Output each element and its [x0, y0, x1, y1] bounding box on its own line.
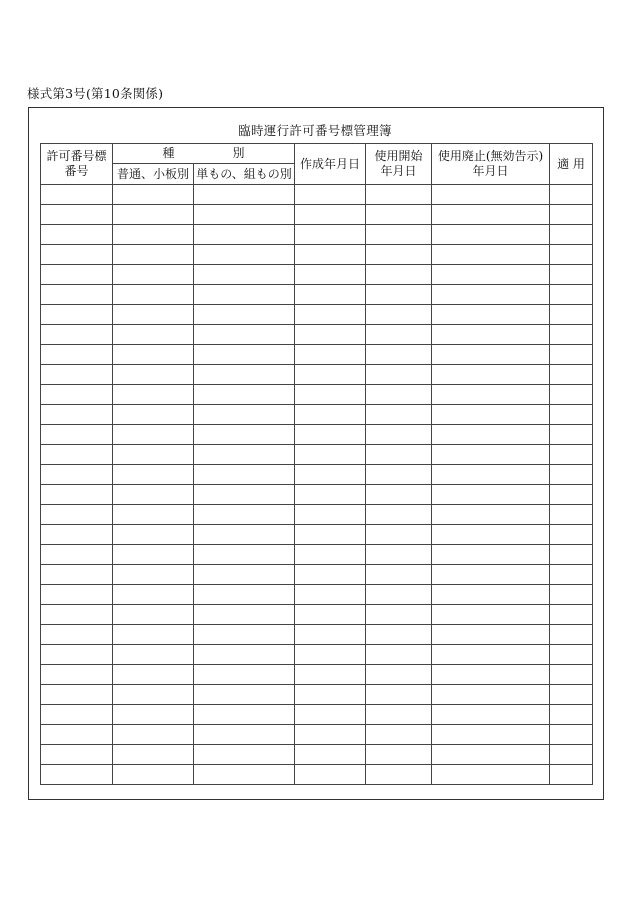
cell-use-end[interactable]	[432, 205, 550, 225]
cell-use-end[interactable]	[432, 305, 550, 325]
cell-kind-ordinary[interactable]	[113, 325, 194, 345]
cell-plate-number[interactable]	[41, 645, 113, 665]
table-row	[41, 605, 593, 625]
cell-kind-ordinary[interactable]	[113, 605, 194, 625]
cell-created-date[interactable]	[295, 285, 366, 305]
cell-remarks[interactable]	[550, 465, 593, 485]
cell-use-end[interactable]	[432, 385, 550, 405]
cell-kind-ordinary[interactable]	[113, 345, 194, 365]
cell-created-date[interactable]	[295, 585, 366, 605]
cell-use-end[interactable]	[432, 565, 550, 585]
cell-kind-ordinary[interactable]	[113, 185, 194, 205]
cell-use-start[interactable]	[366, 345, 432, 365]
cell-use-end[interactable]	[432, 585, 550, 605]
cell-kind-single[interactable]	[194, 585, 295, 605]
cell-use-start[interactable]	[366, 245, 432, 265]
cell-remarks[interactable]	[550, 645, 593, 665]
cell-remarks[interactable]	[550, 745, 593, 765]
cell-use-end[interactable]	[432, 625, 550, 645]
table-row	[41, 645, 593, 665]
cell-kind-ordinary[interactable]	[113, 285, 194, 305]
cell-kind-ordinary[interactable]	[113, 265, 194, 285]
cell-kind-ordinary[interactable]	[113, 445, 194, 465]
register-table-body	[41, 185, 593, 785]
cell-plate-number[interactable]	[41, 705, 113, 725]
cell-plate-number[interactable]	[41, 625, 113, 645]
cell-kind-ordinary[interactable]	[113, 245, 194, 265]
cell-created-date[interactable]	[295, 245, 366, 265]
cell-kind-single[interactable]	[194, 525, 295, 545]
cell-use-end[interactable]	[432, 445, 550, 465]
cell-remarks[interactable]	[550, 305, 593, 325]
cell-plate-number[interactable]	[41, 765, 113, 785]
cell-created-date[interactable]	[295, 325, 366, 345]
cell-plate-number[interactable]	[41, 685, 113, 705]
cell-use-end[interactable]	[432, 325, 550, 345]
cell-use-start[interactable]	[366, 325, 432, 345]
header-use-end-line1: 使用廃止(無効告示)	[437, 149, 544, 163]
cell-created-date[interactable]	[295, 745, 366, 765]
cell-use-start[interactable]	[366, 705, 432, 725]
table-row	[41, 305, 593, 325]
cell-use-start[interactable]	[366, 745, 432, 765]
header-plate-number	[41, 144, 113, 185]
cell-created-date[interactable]	[295, 525, 366, 545]
cell-kind-ordinary[interactable]	[113, 425, 194, 445]
header-use-start	[366, 144, 432, 185]
table-row	[41, 245, 593, 265]
cell-created-date[interactable]	[295, 565, 366, 585]
cell-remarks[interactable]	[550, 565, 593, 585]
cell-kind-ordinary[interactable]	[113, 365, 194, 385]
cell-kind-single[interactable]	[194, 445, 295, 465]
cell-kind-single[interactable]	[194, 185, 295, 205]
cell-created-date[interactable]	[295, 365, 366, 385]
cell-created-date[interactable]	[295, 485, 366, 505]
cell-kind-ordinary[interactable]	[113, 585, 194, 605]
cell-remarks[interactable]	[550, 325, 593, 345]
cell-created-date[interactable]	[295, 185, 366, 205]
cell-plate-number[interactable]	[41, 565, 113, 585]
cell-use-start[interactable]	[366, 625, 432, 645]
table-row	[41, 285, 593, 305]
cell-created-date[interactable]	[295, 505, 366, 525]
cell-created-date[interactable]	[295, 665, 366, 685]
cell-use-end[interactable]	[432, 405, 550, 425]
cell-created-date[interactable]	[295, 605, 366, 625]
cell-remarks[interactable]	[550, 625, 593, 645]
cell-created-date[interactable]	[295, 405, 366, 425]
cell-kind-single[interactable]	[194, 625, 295, 645]
cell-kind-single[interactable]	[194, 465, 295, 485]
cell-plate-number[interactable]	[41, 185, 113, 205]
cell-created-date[interactable]	[295, 205, 366, 225]
cell-plate-number[interactable]	[41, 285, 113, 305]
cell-kind-ordinary[interactable]	[113, 685, 194, 705]
cell-kind-ordinary[interactable]	[113, 505, 194, 525]
cell-kind-single[interactable]	[194, 565, 295, 585]
cell-use-end[interactable]	[432, 765, 550, 785]
cell-plate-number[interactable]	[41, 365, 113, 385]
cell-kind-single[interactable]	[194, 725, 295, 745]
cell-remarks[interactable]	[550, 685, 593, 705]
cell-kind-ordinary[interactable]	[113, 405, 194, 425]
cell-use-start[interactable]	[366, 365, 432, 385]
table-row	[41, 725, 593, 745]
cell-use-end[interactable]	[432, 485, 550, 505]
cell-created-date[interactable]	[295, 225, 366, 245]
cell-created-date[interactable]	[295, 545, 366, 565]
cell-use-end[interactable]	[432, 345, 550, 365]
cell-kind-ordinary[interactable]	[113, 705, 194, 725]
cell-kind-ordinary[interactable]	[113, 385, 194, 405]
cell-created-date[interactable]	[295, 265, 366, 285]
cell-kind-single[interactable]	[194, 225, 295, 245]
header-kind-char2: 別	[232, 146, 245, 160]
cell-remarks[interactable]	[550, 705, 593, 725]
cell-use-start[interactable]	[366, 485, 432, 505]
cell-use-start[interactable]	[366, 185, 432, 205]
cell-use-start[interactable]	[366, 605, 432, 625]
table-row	[41, 585, 593, 605]
cell-remarks[interactable]	[550, 245, 593, 265]
cell-plate-number[interactable]	[41, 265, 113, 285]
register-table-header	[41, 144, 593, 185]
cell-kind-single[interactable]	[194, 265, 295, 285]
cell-use-start[interactable]	[366, 525, 432, 545]
cell-kind-single[interactable]	[194, 645, 295, 665]
cell-created-date[interactable]	[295, 385, 366, 405]
cell-plate-number[interactable]	[41, 505, 113, 525]
cell-kind-ordinary[interactable]	[113, 465, 194, 485]
cell-plate-number[interactable]	[41, 425, 113, 445]
header-use-start-line1: 使用開始	[374, 149, 423, 163]
cell-use-end[interactable]	[432, 545, 550, 565]
table-row	[41, 225, 593, 245]
header-use-end	[432, 144, 550, 185]
header-remarks: 適 用	[550, 144, 593, 185]
cell-use-start[interactable]	[366, 565, 432, 585]
cell-remarks[interactable]	[550, 765, 593, 785]
cell-use-end[interactable]	[432, 425, 550, 445]
cell-remarks[interactable]	[550, 265, 593, 285]
header-kind-single: 単もの、組もの別	[194, 164, 295, 185]
header-use-end-line2: 年月日	[472, 164, 509, 178]
cell-use-start[interactable]	[366, 585, 432, 605]
cell-remarks[interactable]	[550, 385, 593, 405]
header-kind	[113, 144, 295, 164]
cell-kind-single[interactable]	[194, 705, 295, 725]
cell-created-date[interactable]	[295, 305, 366, 325]
table-row	[41, 185, 593, 205]
cell-created-date[interactable]	[295, 625, 366, 645]
cell-remarks[interactable]	[550, 205, 593, 225]
cell-use-end[interactable]	[432, 285, 550, 305]
cell-remarks[interactable]	[550, 485, 593, 505]
cell-kind-single[interactable]	[194, 485, 295, 505]
cell-use-start[interactable]	[366, 505, 432, 525]
cell-kind-single[interactable]	[194, 305, 295, 325]
cell-created-date[interactable]	[295, 645, 366, 665]
cell-remarks[interactable]	[550, 725, 593, 745]
cell-kind-single[interactable]	[194, 405, 295, 425]
table-row	[41, 665, 593, 685]
cell-kind-ordinary[interactable]	[113, 745, 194, 765]
cell-plate-number[interactable]	[41, 445, 113, 465]
table-row	[41, 465, 593, 485]
cell-use-end[interactable]	[432, 185, 550, 205]
cell-use-start[interactable]	[366, 685, 432, 705]
cell-kind-single[interactable]	[194, 285, 295, 305]
cell-plate-number[interactable]	[41, 665, 113, 685]
cell-kind-single[interactable]	[194, 425, 295, 445]
cell-use-end[interactable]	[432, 505, 550, 525]
cell-plate-number[interactable]	[41, 385, 113, 405]
table-row	[41, 445, 593, 465]
cell-use-start[interactable]	[366, 205, 432, 225]
table-row	[41, 765, 593, 785]
table-row	[41, 345, 593, 365]
cell-use-end[interactable]	[432, 665, 550, 685]
cell-kind-single[interactable]	[194, 545, 295, 565]
cell-use-start[interactable]	[366, 425, 432, 445]
cell-use-end[interactable]	[432, 725, 550, 745]
cell-created-date[interactable]	[295, 685, 366, 705]
cell-remarks[interactable]	[550, 665, 593, 685]
header-kind-ordinary: 普通、小板別	[113, 164, 194, 185]
cell-kind-single[interactable]	[194, 325, 295, 345]
table-row	[41, 745, 593, 765]
cell-kind-ordinary[interactable]	[113, 665, 194, 685]
header-plate-number-line2: 番号	[64, 164, 89, 178]
table-row	[41, 405, 593, 425]
cell-plate-number[interactable]	[41, 205, 113, 225]
cell-remarks[interactable]	[550, 505, 593, 525]
cell-plate-number[interactable]	[41, 545, 113, 565]
header-plate-number-line1: 許可番号標	[46, 149, 107, 163]
cell-plate-number[interactable]	[41, 585, 113, 605]
table-row	[41, 625, 593, 645]
cell-kind-single[interactable]	[194, 245, 295, 265]
cell-use-start[interactable]	[366, 405, 432, 425]
cell-created-date[interactable]	[295, 425, 366, 445]
cell-kind-ordinary[interactable]	[113, 525, 194, 545]
cell-plate-number[interactable]	[41, 485, 113, 505]
cell-kind-single[interactable]	[194, 505, 295, 525]
cell-use-end[interactable]	[432, 465, 550, 485]
cell-use-end[interactable]	[432, 365, 550, 385]
cell-plate-number[interactable]	[41, 605, 113, 625]
cell-use-end[interactable]	[432, 225, 550, 245]
cell-kind-ordinary[interactable]	[113, 545, 194, 565]
cell-kind-single[interactable]	[194, 685, 295, 705]
cell-plate-number[interactable]	[41, 465, 113, 485]
cell-created-date[interactable]	[295, 345, 366, 365]
cell-use-start[interactable]	[366, 385, 432, 405]
cell-remarks[interactable]	[550, 405, 593, 425]
cell-remarks[interactable]	[550, 365, 593, 385]
cell-kind-ordinary[interactable]	[113, 205, 194, 225]
table-row	[41, 205, 593, 225]
table-row	[41, 485, 593, 505]
cell-use-start[interactable]	[366, 305, 432, 325]
table-row	[41, 425, 593, 445]
header-created-date: 作成年月日	[295, 144, 366, 185]
cell-remarks[interactable]	[550, 545, 593, 565]
table-row	[41, 565, 593, 585]
cell-use-end[interactable]	[432, 265, 550, 285]
cell-kind-single[interactable]	[194, 765, 295, 785]
header-kind-char1: 種	[162, 146, 175, 160]
table-row	[41, 545, 593, 565]
header-use-start-line2: 年月日	[380, 164, 417, 178]
cell-use-start[interactable]	[366, 285, 432, 305]
cell-plate-number[interactable]	[41, 525, 113, 545]
cell-created-date[interactable]	[295, 465, 366, 485]
cell-use-start[interactable]	[366, 765, 432, 785]
cell-plate-number[interactable]	[41, 725, 113, 745]
cell-kind-single[interactable]	[194, 385, 295, 405]
cell-kind-ordinary[interactable]	[113, 305, 194, 325]
table-row	[41, 365, 593, 385]
cell-use-end[interactable]	[432, 645, 550, 665]
table-row	[41, 325, 593, 345]
cell-kind-single[interactable]	[194, 205, 295, 225]
cell-use-start[interactable]	[366, 665, 432, 685]
cell-use-end[interactable]	[432, 685, 550, 705]
table-row	[41, 505, 593, 525]
cell-remarks[interactable]	[550, 425, 593, 445]
cell-kind-single[interactable]	[194, 745, 295, 765]
cell-kind-ordinary[interactable]	[113, 485, 194, 505]
cell-use-start[interactable]	[366, 725, 432, 745]
cell-use-end[interactable]	[432, 745, 550, 765]
cell-plate-number[interactable]	[41, 305, 113, 325]
cell-kind-ordinary[interactable]	[113, 565, 194, 585]
cell-created-date[interactable]	[295, 765, 366, 785]
cell-created-date[interactable]	[295, 705, 366, 725]
cell-use-start[interactable]	[366, 265, 432, 285]
cell-remarks[interactable]	[550, 585, 593, 605]
cell-plate-number[interactable]	[41, 745, 113, 765]
cell-kind-ordinary[interactable]	[113, 765, 194, 785]
table-row	[41, 685, 593, 705]
table-row	[41, 385, 593, 405]
cell-kind-single[interactable]	[194, 605, 295, 625]
document-title: 臨時運行許可番号標管理簿	[238, 123, 392, 138]
cell-kind-ordinary[interactable]	[113, 225, 194, 245]
cell-created-date[interactable]	[295, 445, 366, 465]
cell-created-date[interactable]	[295, 725, 366, 745]
cell-plate-number[interactable]	[41, 225, 113, 245]
form-number-label: 様式第3号(第10条関係)	[27, 86, 164, 101]
cell-kind-ordinary[interactable]	[113, 725, 194, 745]
cell-use-end[interactable]	[432, 705, 550, 725]
cell-plate-number[interactable]	[41, 325, 113, 345]
cell-use-start[interactable]	[366, 225, 432, 245]
cell-plate-number[interactable]	[41, 345, 113, 365]
cell-plate-number[interactable]	[41, 405, 113, 425]
cell-plate-number[interactable]	[41, 245, 113, 265]
cell-use-start[interactable]	[366, 645, 432, 665]
cell-use-end[interactable]	[432, 605, 550, 625]
cell-use-end[interactable]	[432, 245, 550, 265]
cell-kind-single[interactable]	[194, 365, 295, 385]
cell-remarks[interactable]	[550, 225, 593, 245]
cell-remarks[interactable]	[550, 445, 593, 465]
table-row	[41, 265, 593, 285]
register-table	[40, 143, 593, 785]
cell-remarks[interactable]	[550, 345, 593, 365]
cell-remarks[interactable]	[550, 185, 593, 205]
cell-remarks[interactable]	[550, 285, 593, 305]
cell-kind-ordinary[interactable]	[113, 645, 194, 665]
cell-kind-single[interactable]	[194, 345, 295, 365]
cell-use-start[interactable]	[366, 545, 432, 565]
cell-kind-single[interactable]	[194, 665, 295, 685]
table-row	[41, 705, 593, 725]
cell-remarks[interactable]	[550, 605, 593, 625]
cell-use-start[interactable]	[366, 445, 432, 465]
cell-kind-ordinary[interactable]	[113, 625, 194, 645]
cell-use-end[interactable]	[432, 525, 550, 545]
table-row	[41, 525, 593, 545]
cell-use-start[interactable]	[366, 465, 432, 485]
cell-remarks[interactable]	[550, 525, 593, 545]
